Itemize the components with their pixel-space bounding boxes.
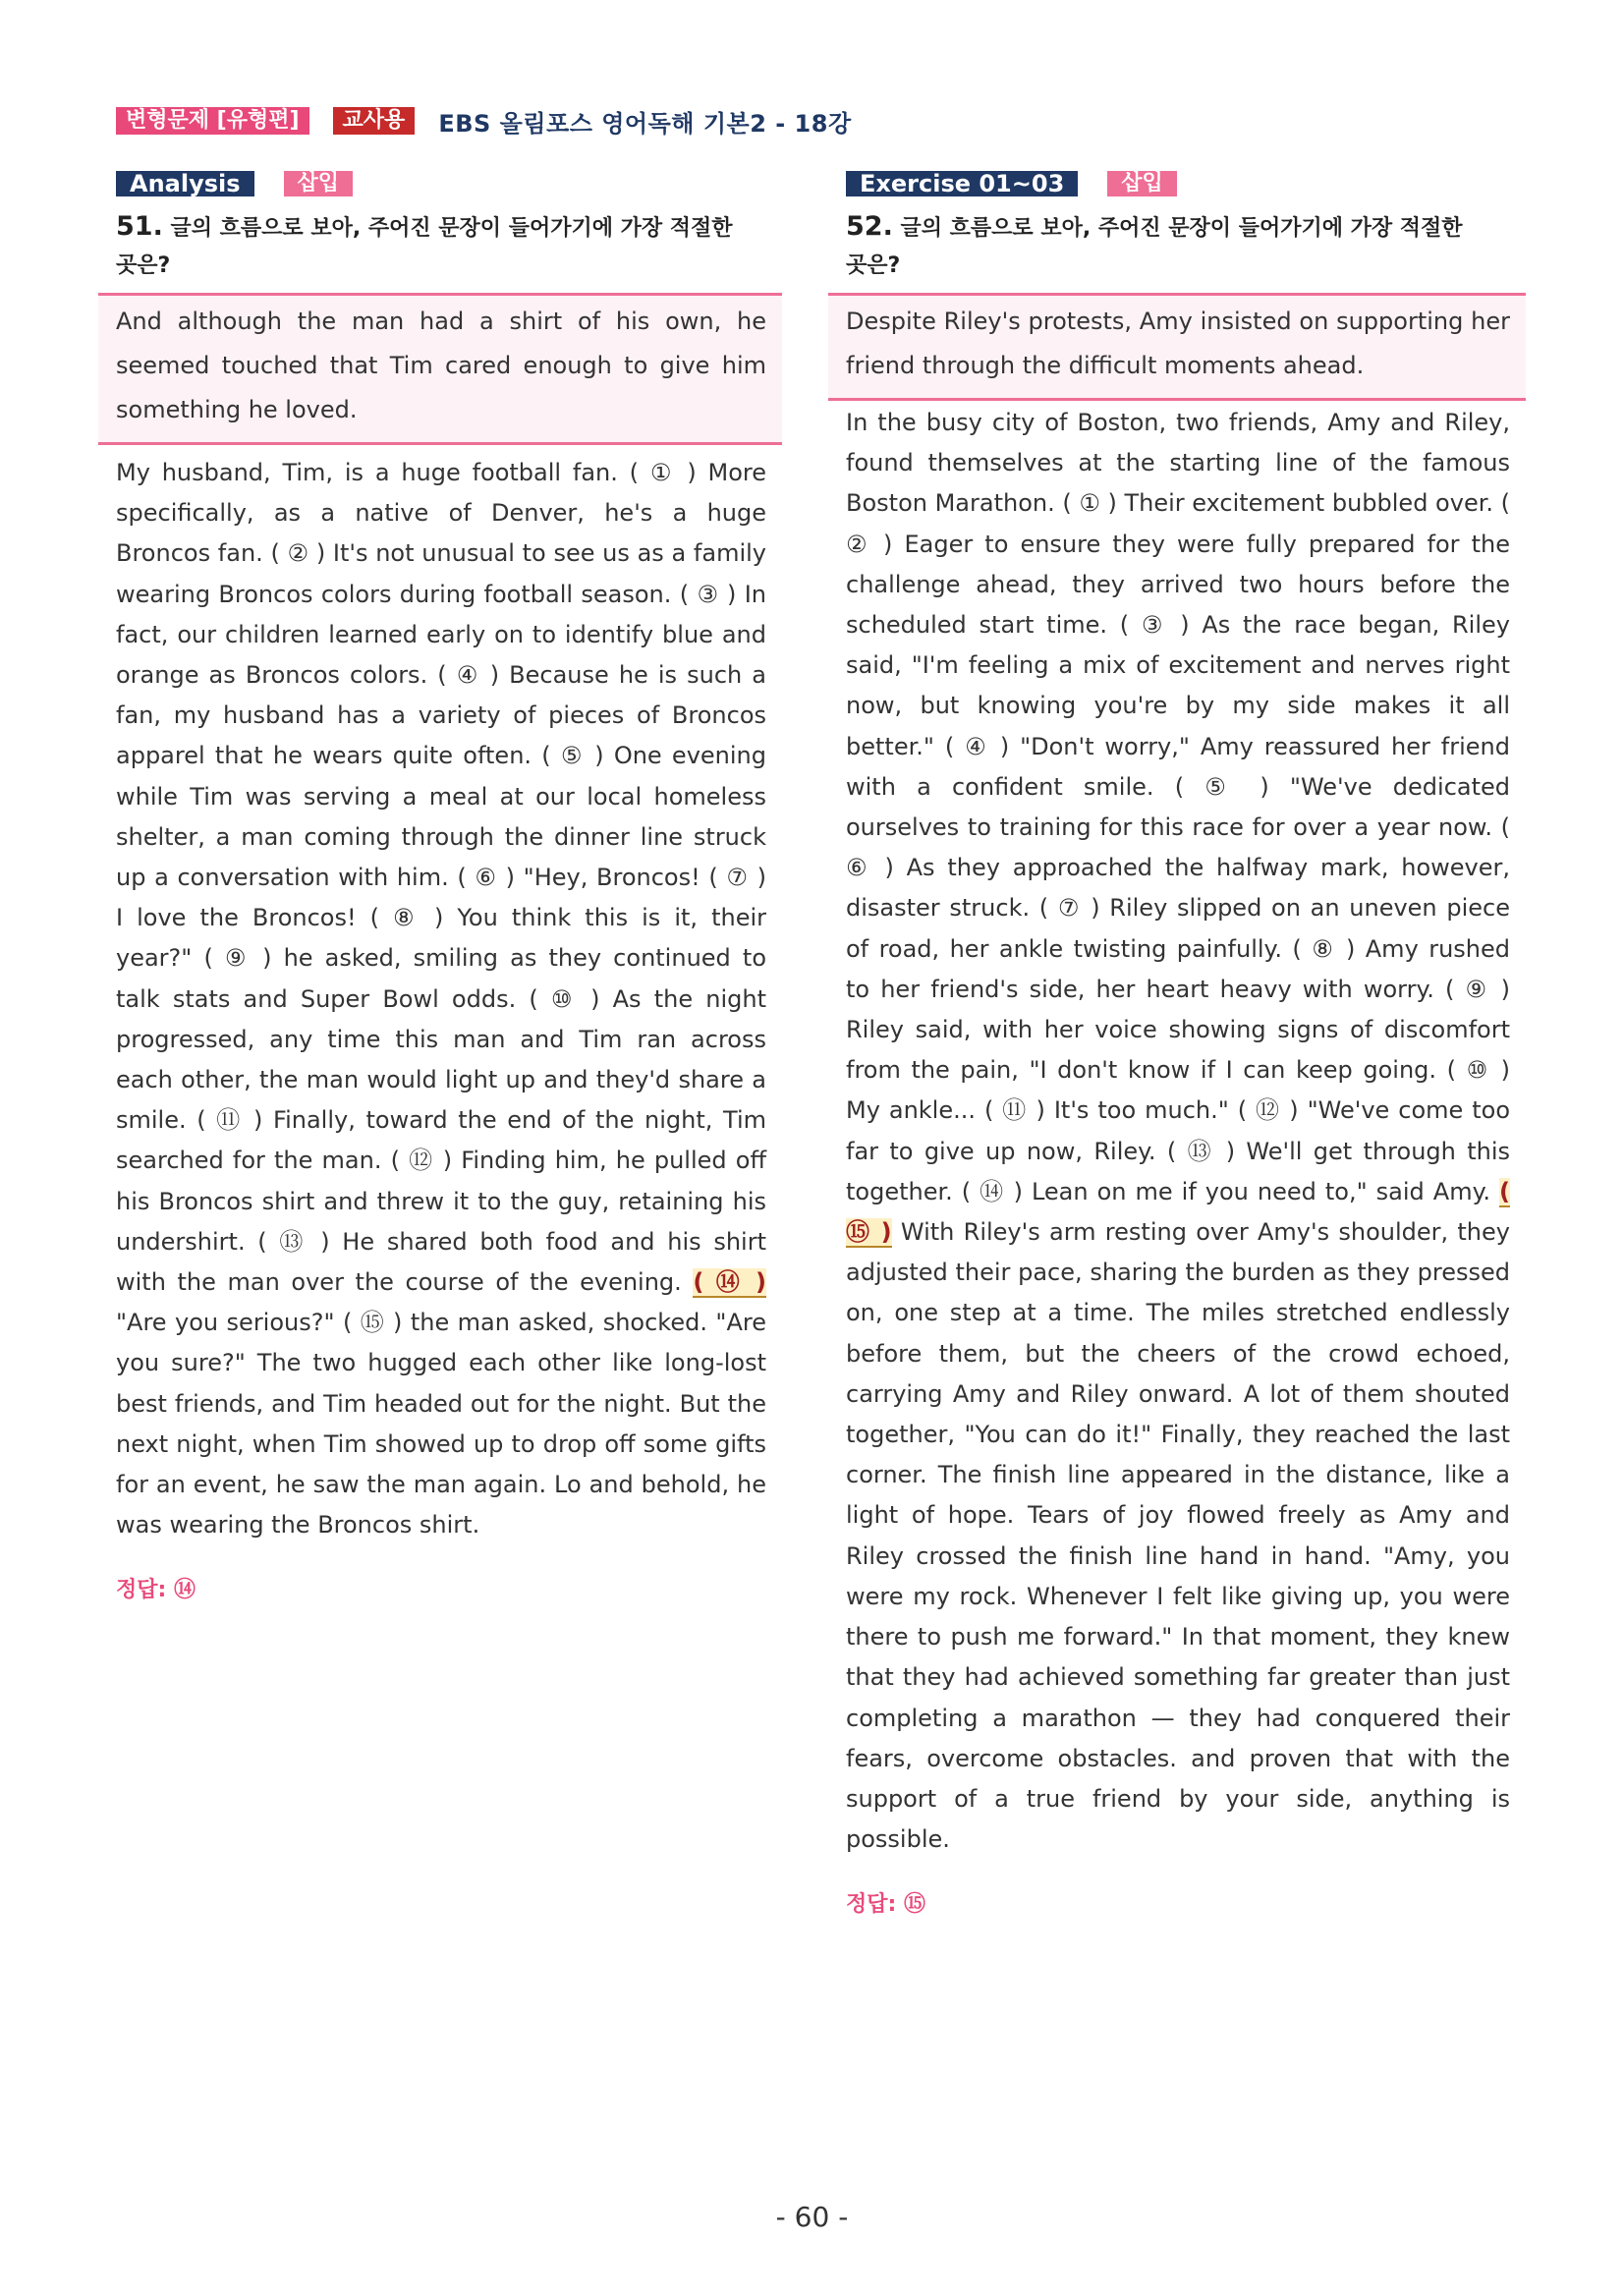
page-header [116, 104, 852, 138]
question-title [116, 208, 745, 285]
passage-part-1: In the busy city of Boston, two friends, Amy and Riley, found themselves at the starting line of the famous Boston Marathon. ( ① ) Their excitement bubbled over. ( ② ) Eager to ensure they were fully prepared for the challenge ahead, they arrived two hours before the scheduled start time. ( ③ ) As the race began, Riley said, "I'm feeling a mix of excitement and nerves right now, but knowing you're by my side makes it all better." ( ④ ) "Don't worry," Amy reassured her friend with a confident smile. ( ⑤ ) "We've dedicated ourselves to training for this race for over a year now. ( ⑥ ) As they approached the halfway mark, however, disaster struck. ( ⑦ ) Riley slipped on an uneven piece of road, her ankle twisting painfully. ( ⑧ ) Amy rushed to her friend's side, her heart heavy with worry. ( ⑨ ) Riley said, with her voice showing signs of discomfort from the pain, "I don't know if I can keep going. ( ⑩ ) My ankle... ( ⑪ ) It's too much." ( ⑫ ) "We've come too far to give up now, Riley. ( ⑬ ) We'll get through this together. ( ⑭ ) Lean on me if you need to," said Amy. [846, 409, 1510, 1205]
page-number: - 60 - [775, 2201, 849, 2233]
question-number: 51. [116, 211, 163, 242]
category-tag: 변형문제 [유형편] [116, 107, 309, 135]
passage-part-2: With Riley's arm resting over Amy's shoulder, they adjusted their pace, sharing the burden as they pressed on, one step at a time. The miles stretched endlessly before them, but the cheers of the crowd echoed, carrying Amy and Riley onward. A lot of them shouted together, "You can do it!" Finally, they reached the last corner. The finish line appeared in the distance, like a light of hope. Tears of joy flowed freely as Amy and Riley crossed the finish line hand in hand. "Amy, you were my rock. Whenever I felt like giving up, you were there to push me forward." In that moment, they knew that they had achieved something far greater than just completing a marathon — they had conquered their fears, overcome obstacles. and proven that with the support of a true friend by your side, anything is possible. [846, 1218, 1510, 1854]
insertion-type-badge: 삽입 [1107, 171, 1177, 196]
insertion-type-badge: 삽입 [284, 171, 354, 196]
passage-text [828, 401, 1526, 1860]
given-sentence-box: Despite Riley's protests, Amy insisted on supporting her friend through the difficult moments ahead. [828, 293, 1526, 401]
question-text: 글의 흐름으로 보아, 주어진 문장이 들어가기에 가장 적절한 곳은? [116, 216, 733, 278]
answer-label: 정답: ⑭ [116, 1578, 196, 1603]
answer-highlight: ( ⑮ ) [846, 1177, 1510, 1247]
question-text: 글의 흐름으로 보아, 주어진 문장이 들어가기에 가장 적절한 곳은? [846, 216, 1463, 278]
question-number: 52. [846, 211, 893, 242]
passage-part-2: "Are you serious?" ( ⑮ ) the man asked, shocked. "Are you sure?" The two hugged each other like long-lost best friends, and Tim headed out for the night. But the next night, when Tim showed up to drop off some gifts for an event, he saw the man again. Lo and behold, he was wearing the Broncos shirt. [116, 1309, 766, 1540]
question-51-column [98, 171, 782, 1603]
passage-text [98, 445, 782, 1545]
analysis-badge: Analysis [116, 171, 254, 196]
passage-part-1: My husband, Tim, is a huge football fan. ( ① ) More specifically, as a native of Denver, he's a huge Broncos fan. ( ② ) It's not unusual to see us as a family wearing Broncos colors during football season. ( ③ ) In fact, our children learned early on to identify blue and orange as Broncos colors. ( ④ ) Because he is such a fan, my husband has a variety of pieces of Broncos apparel that he wears quite often. ( ⑤ ) One evening while Tim was serving a meal at our local homeless shelter, a man coming through the dinner line struck up a conversation with him. ( ⑥ ) "Hey, Broncos! ( ⑦ ) I love the Broncos! ( ⑧ ) You think this is it, their year?" ( ⑨ ) he asked, smiling as they continued to talk stats and Super Bowl odds. ( ⑩ ) As the night progressed, any time this man and Tim ran across each other, the man would light up and they'd share a smile. ( ⑪ ) Finally, toward the end of the night, Tim searched for the man. ( ⑫ ) Finding him, he pulled off his Broncos shirt and threw it to the guy, retaining his undershirt. ( ⑬ ) He shared both food and his shirt with the man over the course of the evening. [116, 459, 766, 1297]
section-badges [116, 171, 782, 196]
question-title [846, 208, 1475, 285]
given-sentence-box: And although the man had a shirt of his own, he seemed touched that Tim cared enough to give him something he loved. [98, 293, 782, 445]
answer-label: 정답: ⑮ [846, 1892, 925, 1918]
section-badges [846, 171, 1526, 196]
question-52-column [828, 171, 1526, 1918]
answer-highlight: ( ⑭ ) [693, 1268, 766, 1297]
teacher-tag: 교사용 [333, 107, 416, 135]
exercise-badge: Exercise 01~03 [846, 171, 1078, 196]
header-title: EBS 올림포스 영어독해 기본2 - 18강 [438, 109, 852, 138]
